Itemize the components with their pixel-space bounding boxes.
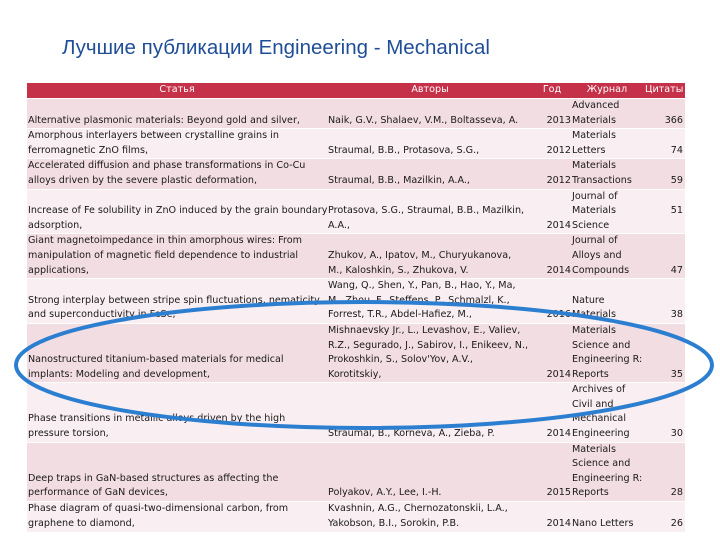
- table-row: [27, 502, 685, 532]
- citations-cell: 30: [643, 383, 685, 442]
- citations-cell: 74: [643, 129, 685, 159]
- article-cell: Increase of Fe solubility in ZnO induced by the grain boundary adsorption,: [27, 189, 327, 234]
- authors-cell: Polyakov, A.Y., Lee, I.-H.: [327, 442, 533, 501]
- journal-cell: Materials Science and Engineering R: Reports: [571, 323, 643, 382]
- journal-cell: Archives of Civil and Mechanical Engineering: [571, 383, 643, 442]
- year-cell: 2012: [533, 129, 571, 159]
- article-cell: Phase diagram of quasi-two-dimensional carbon, from graphene to diamond,: [27, 502, 327, 532]
- table-row: [27, 189, 685, 234]
- journal-cell: Nano Letters: [571, 502, 643, 532]
- year-cell: 2014: [533, 383, 571, 442]
- authors-cell: Naik, G.V., Shalaev, V.M., Boltasseva, A.: [327, 99, 533, 129]
- citations-cell: 28: [643, 442, 685, 501]
- year-cell: 2014: [533, 323, 571, 382]
- year-cell: 2012: [533, 159, 571, 189]
- article-cell: Strong interplay between stripe spin fluctuations, nematicity and superconductivity in FeSe,: [27, 279, 327, 324]
- page-title: Лучшие публикации Engineering - Mechanical: [62, 36, 490, 59]
- journal-cell: Advanced Materials: [571, 99, 643, 129]
- header-citations: Цитаты: [643, 83, 685, 99]
- journal-cell: Journal of Alloys and Compounds: [571, 234, 643, 279]
- citations-cell: 51: [643, 189, 685, 234]
- article-cell: Alternative plasmonic materials: Beyond gold and silver,: [27, 99, 327, 129]
- year-cell: 2016: [533, 279, 571, 324]
- authors-cell: Zhukov, A., Ipatov, M., Churyukanova, M., Kaloshkin, S., Zhukova, V.: [327, 234, 533, 279]
- year-cell: 2014: [533, 189, 571, 234]
- table-row: [27, 279, 685, 324]
- citations-cell: 59: [643, 159, 685, 189]
- header-year: Год: [533, 83, 571, 99]
- table-row: [27, 442, 685, 501]
- year-cell: 2013: [533, 99, 571, 129]
- table-header-row: [27, 83, 685, 99]
- article-cell: Accelerated diffusion and phase transformations in Co-Cu alloys driven by the severe plastic deformation,: [27, 159, 327, 189]
- table-row: [27, 159, 685, 189]
- table-row: [27, 383, 685, 442]
- authors-cell: Wang, Q., Shen, Y., Pan, B., Hao, Y., Ma, M., Zhou, F., Steffens, P., Schmalzl, K., Forrest, T.R., Abdel-Hafiez, M.,: [327, 279, 533, 324]
- article-cell: Giant magnetoimpedance in thin amorphous wires: From manipulation of magnetic field dependence to industrial applications,: [27, 234, 327, 279]
- article-cell: Phase transitions in metallic alloys driven by the high pressure torsion,: [27, 383, 327, 442]
- publications-table: [27, 83, 685, 532]
- journal-cell: Materials Science and Engineering R: Reports: [571, 442, 643, 501]
- journal-cell: Materials Transactions: [571, 159, 643, 189]
- citations-cell: 26: [643, 502, 685, 532]
- table-row: [27, 234, 685, 279]
- article-cell: Nanostructured titanium-based materials for medical implants: Modeling and development,: [27, 323, 327, 382]
- year-cell: 2014: [533, 502, 571, 532]
- year-cell: 2015: [533, 442, 571, 501]
- authors-cell: Kvashnin, A.G., Chernozatonskii, L.A., Yakobson, B.I., Sorokin, P.B.: [327, 502, 533, 532]
- citations-cell: 366: [643, 99, 685, 129]
- article-cell: Amorphous interlayers between crystalline grains in ferromagnetic ZnO films,: [27, 129, 327, 159]
- journal-cell: Materials Letters: [571, 129, 643, 159]
- authors-cell: Straumal, B.B., Mazilkin, A.A.,: [327, 159, 533, 189]
- journal-cell: Nature Materials: [571, 279, 643, 324]
- authors-cell: Mishnaevsky Jr., L., Levashov, E., Valiev, R.Z., Segurado, J., Sabirov, I., Enikeev, N., Prokoshkin, S., Solov'Yov, A.V., Korotitskiy,: [327, 323, 533, 382]
- header-journal: Журнал: [571, 83, 643, 99]
- table-row: [27, 129, 685, 159]
- article-cell: Deep traps in GaN-based structures as affecting the performance of GaN devices,: [27, 442, 327, 501]
- journal-cell: Journal of Materials Science: [571, 189, 643, 234]
- authors-cell: Straumal, B., Korneva, A., Zieba, P.: [327, 383, 533, 442]
- header-article: Статья: [27, 83, 327, 99]
- citations-cell: 35: [643, 323, 685, 382]
- table-row: [27, 99, 685, 129]
- year-cell: 2014: [533, 234, 571, 279]
- table-row: [27, 323, 685, 382]
- authors-cell: Straumal, B.B., Protasova, S.G.,: [327, 129, 533, 159]
- citations-cell: 38: [643, 279, 685, 324]
- header-authors: Авторы: [327, 83, 533, 99]
- citations-cell: 47: [643, 234, 685, 279]
- authors-cell: Protasova, S.G., Straumal, B.B., Mazilkin, A.A.,: [327, 189, 533, 234]
